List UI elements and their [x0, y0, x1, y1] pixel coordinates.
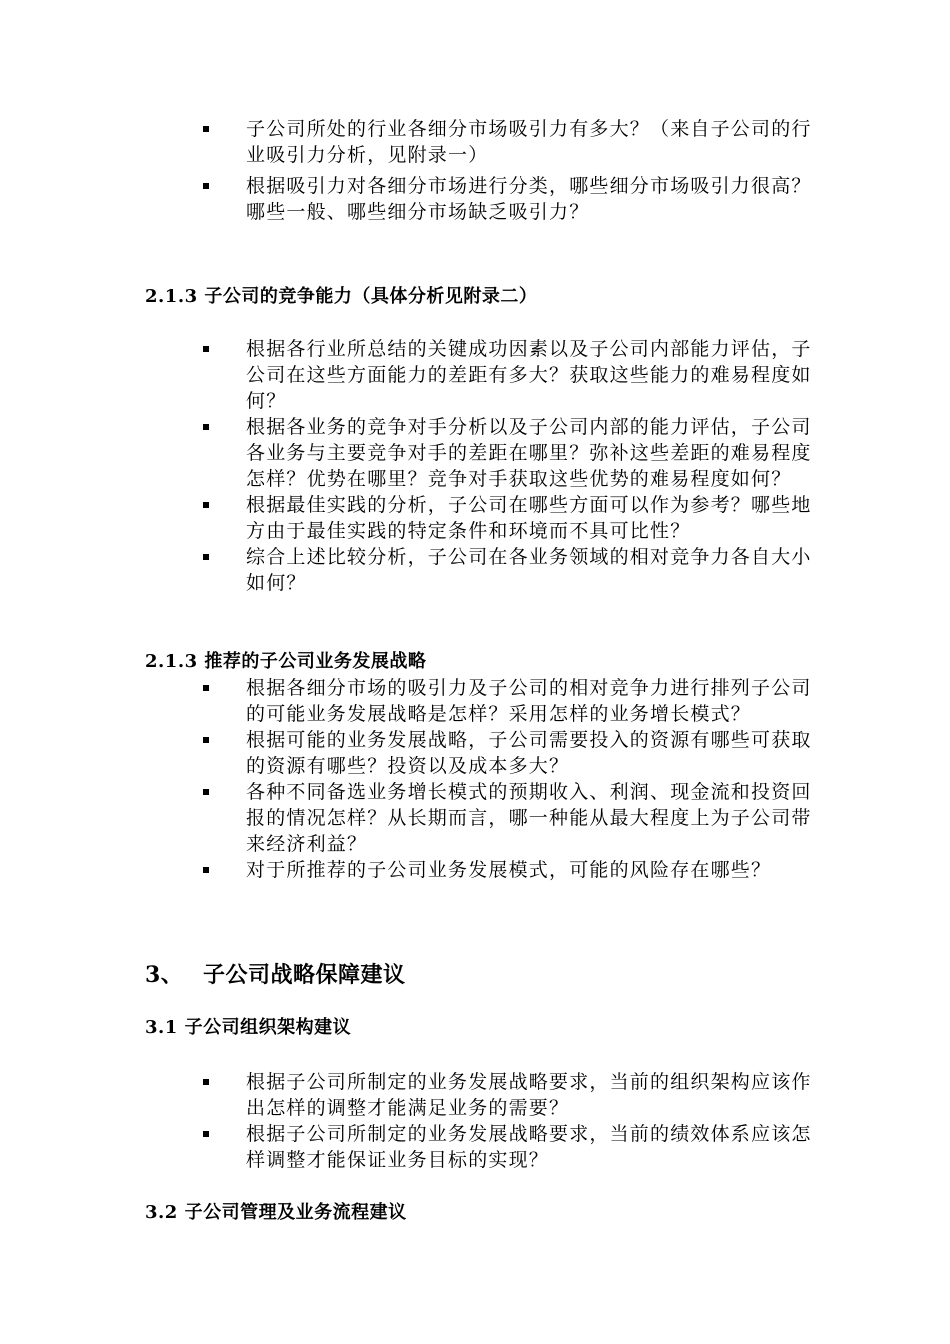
list-item-text: 根据最佳实践的分析，子公司在哪些方面可以作为参考？哪些地方由于最佳实践的特定条件和环境而不具可比性？ [246, 494, 812, 542]
list-item-text: 根据各行业所总结的关键成功因素以及子公司内部能力评估，子公司在这些方面能力的差距有多大？获取这些能力的难易程度如何？ [246, 338, 812, 412]
square-bullet-icon [203, 346, 209, 352]
list-item-text: 各种不同备选业务增长模式的预期收入、利润、现金流和投资回报的情况怎样？从长期而言，哪一种能从最大程度上为子公司带来经济利益？ [246, 781, 812, 855]
list-item [200, 1069, 820, 1121]
list-item [200, 336, 820, 414]
list-item-text: 根据子公司所制定的业务发展战略要求，当前的绩效体系应该怎样调整才能保证业务目标的实现？ [246, 1123, 812, 1171]
list-item [200, 1121, 820, 1173]
square-bullet-icon [203, 554, 209, 560]
list-item [200, 675, 820, 727]
list-item-text: 根据各业务的竞争对手分析以及子公司内部的能力评估，子公司各业务与主要竞争对手的差距在哪里？弥补这些差距的难易程度怎样？优势在哪里？竞争对手获取这些优势的难易程度如何？ [246, 416, 812, 490]
org-structure-bullet-list [200, 1069, 820, 1173]
list-item [200, 492, 820, 544]
square-bullet-icon [203, 789, 209, 795]
square-bullet-icon [203, 1079, 209, 1085]
square-bullet-icon [203, 126, 209, 132]
section-number: 3、 [145, 962, 184, 988]
list-item [200, 414, 820, 492]
list-item-text: 综合上述比较分析，子公司在各业务领域的相对竞争力各自大小如何？ [246, 546, 812, 594]
list-item-text: 子公司所处的行业各细分市场吸引力有多大？（来自子公司的行业吸引力分析，见附录一） [246, 118, 812, 166]
list-item [200, 857, 840, 883]
strategy-bullet-list [200, 675, 820, 883]
list-item-text: 根据各细分市场的吸引力及子公司的相对竞争力进行排列子公司的可能业务发展战略是怎样？采用怎样的业务增长模式？ [246, 677, 812, 725]
list-item-text: 根据可能的业务发展战略，子公司需要投入的资源有哪些可获取的资源有哪些？投资以及成本多大？ [246, 729, 812, 777]
list-item-text: 对于所推荐的子公司业务发展模式，可能的风险存在哪些？ [246, 859, 772, 881]
list-item [200, 544, 820, 596]
square-bullet-icon [203, 502, 209, 508]
section-heading-3 [145, 960, 406, 990]
list-item [200, 173, 820, 225]
list-item [200, 727, 820, 779]
square-bullet-icon [203, 183, 209, 189]
list-item-text: 根据子公司所制定的业务发展战略要求，当前的组织架构应该作出怎样的调整才能满足业务的需要？ [246, 1071, 812, 1119]
list-item-text: 根据吸引力对各细分市场进行分类，哪些细分市场吸引力很高？哪些一般、哪些细分市场缺乏吸引力？ [246, 175, 812, 223]
section-heading-3-2: 3.2 子公司管理及业务流程建议 [145, 1202, 407, 1223]
list-item [200, 779, 820, 857]
section-title: 子公司战略保障建议 [203, 962, 406, 988]
square-bullet-icon [203, 424, 209, 430]
square-bullet-icon [203, 867, 209, 873]
section-heading-2-1-3-competitiveness: 2.1.3 子公司的竞争能力（具体分析见附录二） [145, 286, 538, 307]
list-item [200, 116, 820, 168]
section-heading-2-1-3-strategy: 2.1.3 推荐的子公司业务发展战略 [145, 651, 427, 672]
intro-bullet-list [200, 116, 820, 225]
square-bullet-icon [203, 1131, 209, 1137]
competitiveness-bullet-list [200, 336, 820, 596]
section-heading-3-1: 3.1 子公司组织架构建议 [145, 1017, 352, 1038]
square-bullet-icon [203, 685, 209, 691]
square-bullet-icon [203, 737, 209, 743]
